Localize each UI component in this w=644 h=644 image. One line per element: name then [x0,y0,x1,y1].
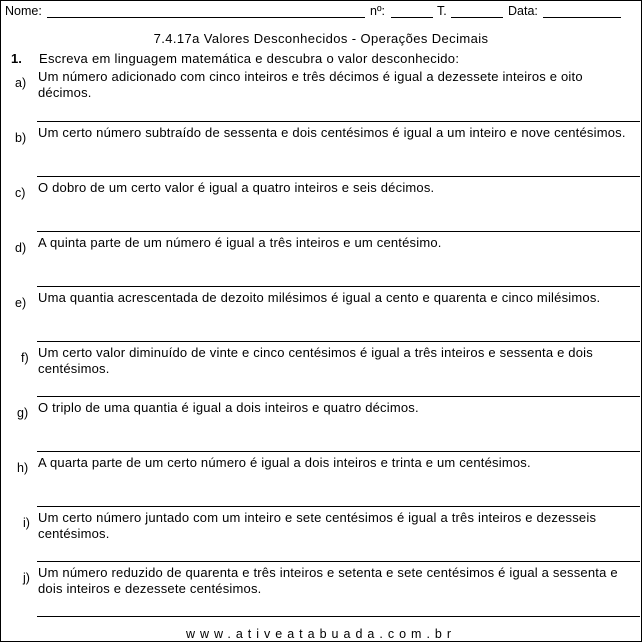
question-d-answer-line[interactable] [37,286,640,287]
question-j-letter: j) [23,571,30,585]
instruction-number: 1. [11,51,22,66]
question-b-answer-line[interactable] [37,176,640,177]
question-h-letter: h) [17,461,29,475]
question-e-answer-line[interactable] [37,341,640,342]
question-g-answer-line[interactable] [37,451,640,452]
question-b-text: Um certo número subtraído de sessenta e dois centésimos é igual a um inteiro e nove centésimos. [38,125,626,140]
question-c-answer-line[interactable] [37,231,640,232]
instruction-text: Escreva em linguagem matemática e descubra o valor desconhecido: [39,51,460,66]
question-d-letter: d) [15,241,27,255]
question-h-answer-line[interactable] [37,506,640,507]
question-a-text: Um número adicionado com cinco inteiros e três décimos é igual a dezessete inteiros e oito décimos. [38,69,583,100]
student-info-header [5,4,637,20]
question-f-letter: f) [21,351,29,365]
question-j-answer-line[interactable] [37,616,640,617]
question-i-text: Um certo número juntado com um inteiro e sete centésimos é igual a três inteiros e dezesseis centésimos. [38,510,597,541]
question-c-text: O dobro de um certo valor é igual a quatro inteiros e seis décimos. [38,180,435,195]
question-f-answer-line[interactable] [37,396,640,397]
question-a-letter: a) [15,76,27,90]
number-label: nº: [370,4,385,18]
question-e-letter: e) [15,296,27,310]
name-field-line[interactable] [47,17,365,18]
page-title: 7.4.17a Valores Desconhecidos - Operações Decimais [153,31,489,46]
question-g-letter: g) [17,406,29,420]
number-field-line[interactable] [391,17,433,18]
date-label: Data: [508,4,538,18]
question-d-text: A quinta parte de um número é igual a três inteiros e um centésimo. [38,235,442,250]
question-b-letter: b) [15,131,27,145]
question-c-letter: c) [15,186,26,200]
question-g-text: O triplo de uma quantia é igual a dois inteiros e quatro décimos. [38,400,419,415]
question-h-text: A quarta parte de um certo número é igual a dois inteiros e trinta e um centésimos. [38,455,531,470]
date-field-line[interactable] [543,17,621,18]
class-field-line[interactable] [451,17,503,18]
question-e-text: Uma quantia acrescentada de dezoito milésimos é igual a cento e quarenta e cinco milésimos. [38,290,601,305]
question-a-answer-line[interactable] [37,121,640,122]
question-i-answer-line[interactable] [37,561,640,562]
question-i-letter: i) [23,516,30,530]
question-f-text: Um certo valor diminuído de vinte e cinco centésimos é igual a três inteiros e sessenta e dois centésimos. [38,345,593,376]
website-footer: www.ativeatabuada.com.br [185,627,457,641]
question-j-text: Um número reduzido de quarenta e três inteiros e setenta e sete centésimos é igual a sessenta e dois inteiros e dezessete centésimos. [38,565,618,596]
class-label: T. [437,4,447,18]
name-label: Nome: [5,4,42,18]
